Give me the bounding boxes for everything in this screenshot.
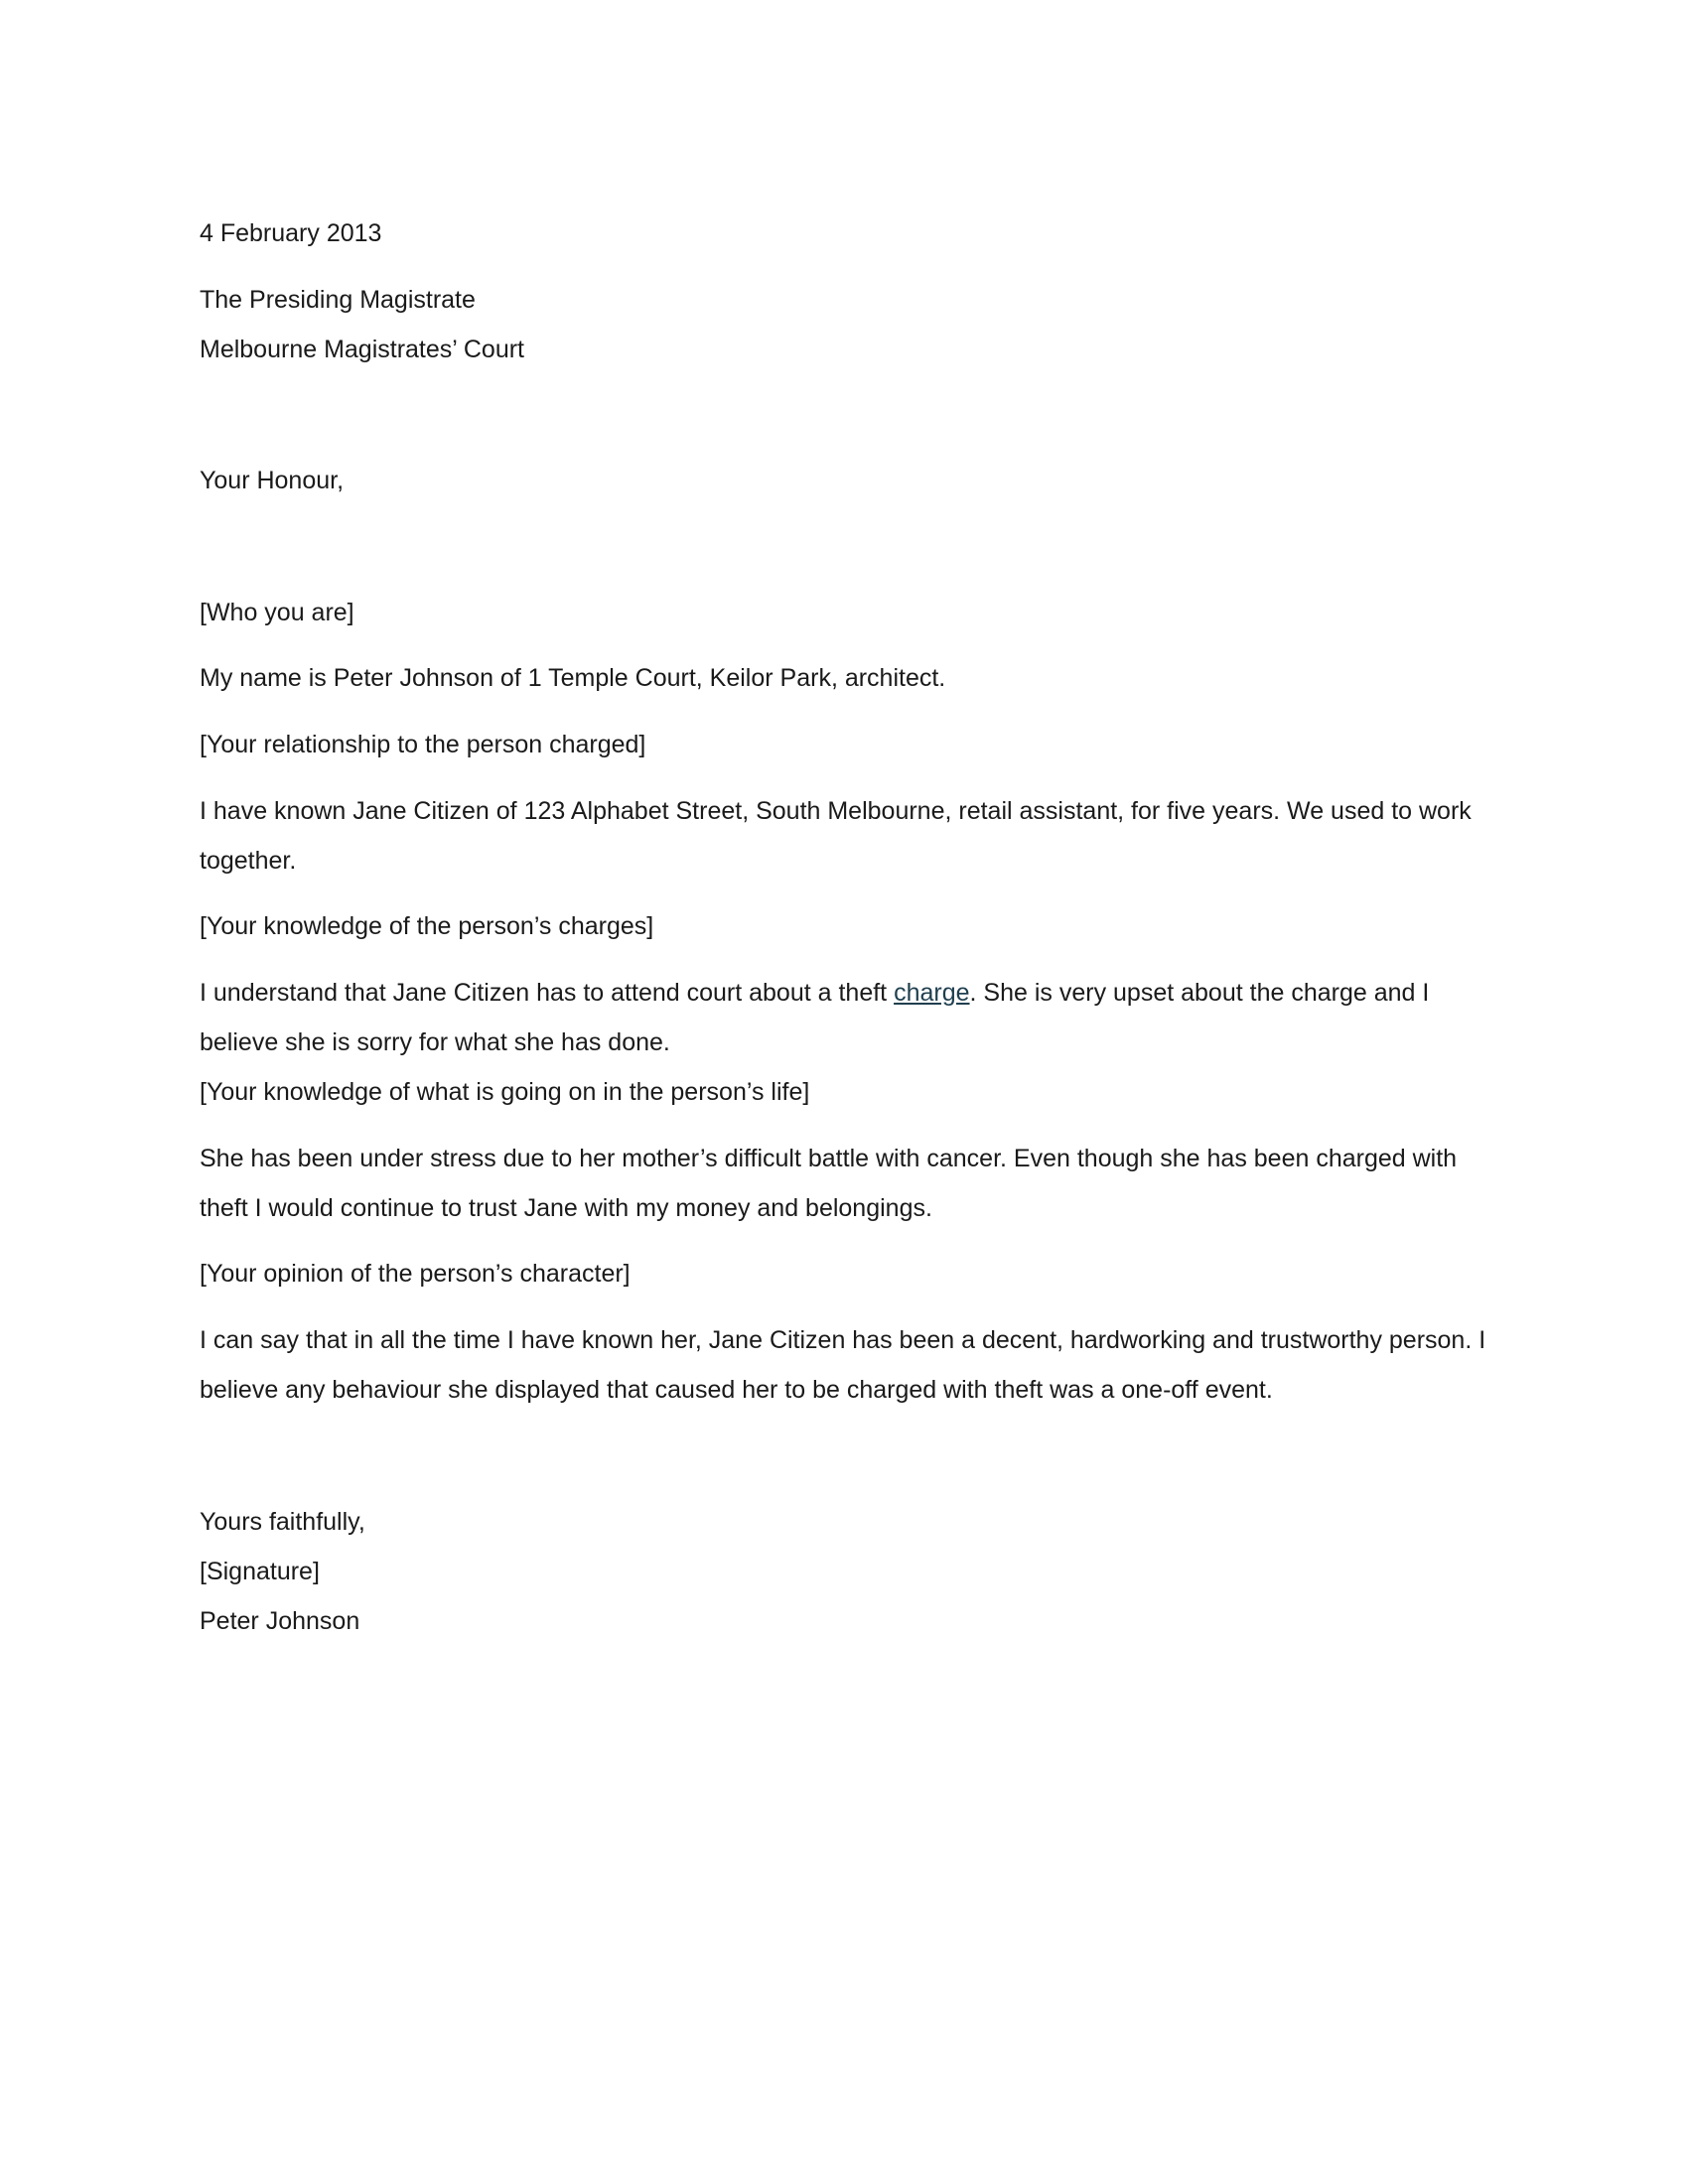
character-text-line-2: believe any behaviour she displayed that caused her to be charged with theft was a one-off event.: [200, 1376, 1273, 1404]
charges-text-line-2: believe she is sorry for what she has done.: [200, 1028, 670, 1056]
who-heading: [Who you are]: [200, 599, 354, 626]
who-text: My name is Peter Johnson of 1 Temple Court, Keilor Park, architect.: [200, 664, 946, 692]
charges-text-post: . She is very upset about the charge and I: [969, 979, 1430, 1007]
salutation: Your Honour,: [200, 467, 345, 494]
signature-placeholder: [Signature]: [200, 1558, 320, 1585]
life-text-line-2: theft I would continue to trust Jane with my money and belongings.: [200, 1194, 932, 1222]
life-heading: [Your knowledge of what is going on in the person’s life]: [200, 1078, 810, 1106]
character-heading: [Your opinion of the person’s character]: [200, 1260, 631, 1288]
charges-text-pre: I understand that Jane Citizen has to attend court about a theft: [200, 979, 895, 1007]
life-text-line-1: She has been under stress due to her mother’s difficult battle with cancer. Even though she has been charged with: [200, 1145, 1458, 1172]
charge-link[interactable]: charge: [894, 979, 970, 1007]
recipient-line-1: The Presiding Magistrate: [200, 286, 476, 314]
character-text-line-1: I can say that in all the time I have known her, Jane Citizen has been a decent, hardworking and trustworthy person. I: [200, 1326, 1486, 1354]
recipient-line-2: Melbourne Magistrates’ Court: [200, 336, 524, 363]
charges-heading: [Your knowledge of the person’s charges]: [200, 912, 654, 940]
relationship-heading: [Your relationship to the person charged]: [200, 731, 646, 758]
relationship-text-line-1: I have known Jane Citizen of 123 Alphabet Street, South Melbourne, retail assistant, for five years. We used to work: [200, 797, 1472, 825]
valediction: Yours faithfully,: [200, 1508, 365, 1536]
letter-date: 4 February 2013: [200, 219, 382, 247]
charges-text-line-1: [200, 978, 1429, 1008]
signatory-name: Peter Johnson: [200, 1607, 360, 1635]
relationship-text-line-2: together.: [200, 847, 297, 875]
